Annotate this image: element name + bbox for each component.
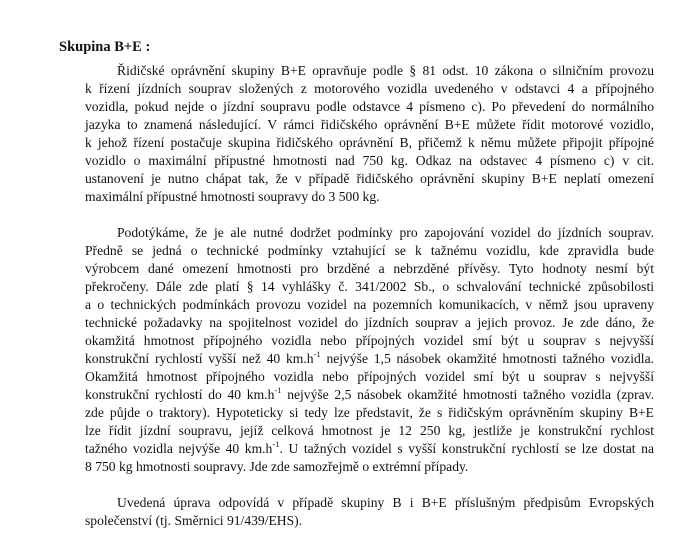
line-text: . U tažných vozidel s vyšší konstrukční rychlostí se lze dostat na — [279, 441, 654, 456]
superscript: -1 — [313, 349, 321, 359]
paragraph2-line: a o technických podmínkách provozu vozidel na pozemních komunikacích, v němž jsou upraveny — [85, 297, 654, 312]
paragraph2-line: překročeny. Dále zde platí § 14 vyhlášky č. 341/2002 Sb., o schvalování technické způsobilosti — [85, 279, 654, 294]
superscript: -1 — [274, 385, 282, 395]
section-heading: Skupina B+E : — [59, 39, 151, 55]
paragraph3-line: společenství (tj. Směrnici 91/439/EHS). — [85, 513, 303, 528]
line-text: konstrukční rychlostí vyšší než 40 km.h — [85, 351, 314, 366]
line-text: nejvýše 1,5 násobek okamžité hmotnosti tažného vozidla. — [326, 351, 654, 366]
line-text: konstrukční rychlostí do 40 km.h — [85, 387, 275, 402]
paragraph2-line: výrobcem dané omezení hmotnosti pro brzděné a nebrzděné přívěsy. Tyto hodnoty nesmí být — [85, 261, 654, 276]
paragraph2-line: Předně se jedná o technické podmínky vztahující se k tažnému vozidlu, kde zpravidla bude — [85, 243, 654, 258]
paragraph1-line: maximální přípustné hmotnosti soupravy do 3 500 kg. — [85, 189, 380, 204]
paragraph1-line: jazyka to znamená následující. V rámci řidičského oprávnění B+E můžete řídit motorové vozidlo, — [85, 117, 654, 132]
paragraph2-line: okamžitá hmotnost přípojného vozidla nebo přípojných vozidel smí být u souprav s nejvyšší — [85, 333, 654, 348]
paragraph1-line: k jehož řízení postačuje skupina řidičského oprávnění B, přičemž k němu můžete připojit přípojné — [85, 135, 654, 150]
paragraph2-line-with-superscript — [85, 350, 654, 368]
paragraph2-line: Podotýkáme, že je ale nutné dodržet podmínky pro zapojování vozidel do jízdních souprav. — [117, 225, 654, 240]
paragraph1-line: Řidičské oprávnění skupiny B+E opravňuje podle § 81 odst. 10 zákona o silničním provozu — [117, 63, 654, 78]
superscript: -1 — [272, 439, 280, 449]
paragraph1-line: vozidlo o maximální přípustné hmotnosti nad 750 kg. Odkaz na odstavec 4 písmeno c) v cit. — [85, 153, 654, 168]
paragraph2-line: zde půjde o traktory). Hypoteticky si tedy lze představit, že s řidičským oprávněním skupiny B+E — [85, 405, 654, 420]
paragraph2-line: lze řídit jízdní soupravu, jejíž celková hmotnost je 12 250 kg, jestliže je konstrukční rychlost — [85, 423, 654, 438]
paragraph1-line: k řízení jízdních souprav složených z motorového vozidla uvedeného v odstavci 4 a přípojného — [85, 81, 654, 96]
line-text: nejvýše 2,5 násobek okamžité hmotnosti tažného vozidla (zprav. — [287, 387, 654, 402]
paragraph3-line: Uvedená úprava odpovídá v případě skupiny B i B+E příslušným předpisům Evropských — [117, 495, 654, 510]
paragraph2-line: Okamžitá hmotnost přípojného vozidla nebo přípojných vozidel smí být u souprav s nejvyšší — [85, 369, 654, 384]
paragraph2-line: 8 750 kg hmotnosti soupravy. Jde zde samozřejmě o extrémní případy. — [85, 459, 469, 474]
line-text: tažného vozidla nejvýše 40 km.h — [85, 441, 273, 456]
paragraph1-line: vozidla, pokud nejde o jízdní soupravu podle odstavce 4 písmeno c). Po převedení do normálního — [85, 99, 654, 114]
paragraph2-line-with-superscript — [85, 440, 654, 458]
paragraph1-line: ustanovení je nutno chápat tak, že v případě řidičského oprávnění skupiny B+E neplatí omezení — [85, 171, 654, 186]
paragraph2-line-with-superscript — [85, 386, 654, 404]
paragraph2-line: technické požadavky na spojitelnost vozidel do jízdních souprav a jejich provoz. Je zde dáno, že — [85, 315, 654, 330]
